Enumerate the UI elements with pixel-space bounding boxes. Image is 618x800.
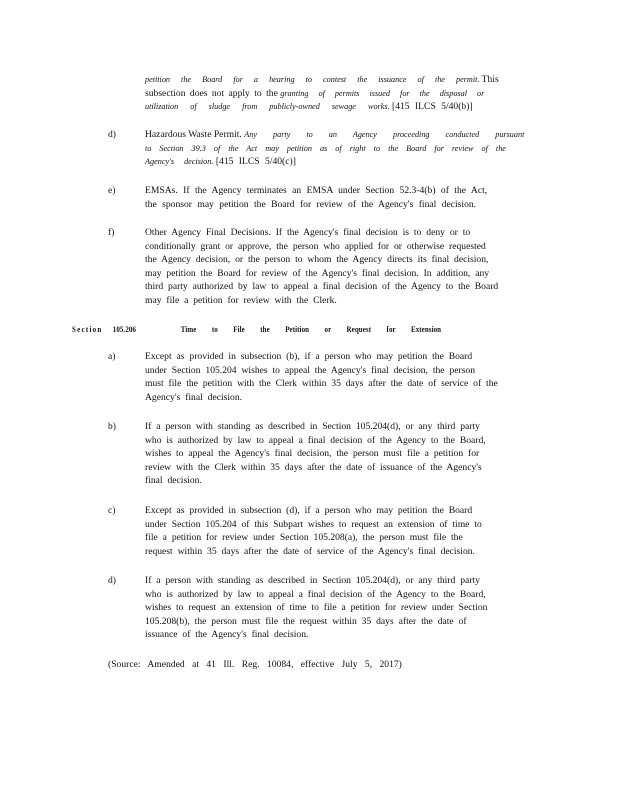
item-label: f) (108, 227, 115, 238)
continuation-italic-text: petition the Board for a hearing to contest the issuance of the permit. (145, 75, 480, 84)
italic-text: Agency's decision. (145, 157, 214, 167)
paragraph-b: If a person with standing as described in Section 105.204(d), or any third party who is authorized by law to appeal a final decision of the Agency to the Board, wishes to appeal the Agency's final decision, the person must file a petition for review with the Clerk within 35 days after the date of issuance of the Agency's final decision. (145, 421, 486, 487)
hazardous-waste-paragraph (145, 128, 525, 169)
item-label: c) (108, 505, 116, 516)
continuation-italic-text: granting of permits issued for the disposal or (280, 88, 485, 98)
italic-text: Any party to an Agency proceeding conducted pursuant (244, 130, 525, 139)
section-title: Time to File the Petition or Request for Extension (180, 325, 442, 334)
emsas-paragraph: EMSAs. If the Agency terminates an EMSA under Section 52.3-4(b) of the Act, the sponsor may petition the Board for review of the Agency's final decision. (145, 185, 488, 210)
paragraph-c: Except as provided in subsection (d), if a person who may petition the Board under Section 105.204 of this Subpart wishes to request an extension of time to file a petition for review under Section 105.208(a), the person must file the request within 35 days after the date of service of the Agency's final decision. (145, 505, 482, 557)
continuation-paragraph (145, 73, 517, 114)
source-note: (Source: Amended at 41 Ill. Reg. 10084, effective July 5, 2017) (108, 659, 402, 670)
citation: [415 ILCS 5/40(c)] (215, 156, 296, 168)
item-label: d) (108, 129, 116, 140)
continuation-italic-text: utilization of sludge from publicly-owned sewage works. (145, 102, 390, 112)
other-agency-paragraph: Other Agency Final Decisions. If the Agency's final decision is to deny or to conditionally grant or approve, the person who applied for or otherwise requested the Agency decision, or the person to whom the Agency directs its final decision, may petition the Board for review of the Agency's final decision. In addition, any third party authorized by law to appeal a final decision of the Agency to the Board may file a petition for review with the Clerk. (145, 227, 499, 306)
italic-text: to Section 39.3 of the Act may petition as of right to the Board for review of the (145, 143, 506, 153)
item-label: b) (108, 421, 116, 432)
item-label: d) (108, 575, 116, 586)
paragraph-title: Hazardous Waste Permit. (145, 129, 242, 140)
continuation-text: This (481, 74, 499, 85)
citation: [415 ILCS 5/40(b)] (392, 101, 473, 113)
item-label: a) (108, 351, 116, 362)
continuation-text: subsection does not apply to the (145, 87, 278, 99)
section-number: 105.206 (112, 325, 137, 334)
section-word: Section (72, 325, 103, 334)
paragraph-d: If a person with standing as described in Section 105.204(d), or any third party who is authorized by law to appeal a final decision of the Agency to the Board, wishes to request an extension of time to file a petition for review under Section 105.208(b), the person must file the request within 35 days after the date of issuance of the Agency's final decision. (145, 575, 488, 641)
paragraph-a: Except as provided in subsection (b), if a person who may petition the Board under Section 105.204 wishes to appeal the Agency's final decision, the person must file the petition with the Clerk within 35 days after the date of service of the Agency's final decision. (145, 351, 498, 403)
item-label: e) (108, 185, 116, 196)
